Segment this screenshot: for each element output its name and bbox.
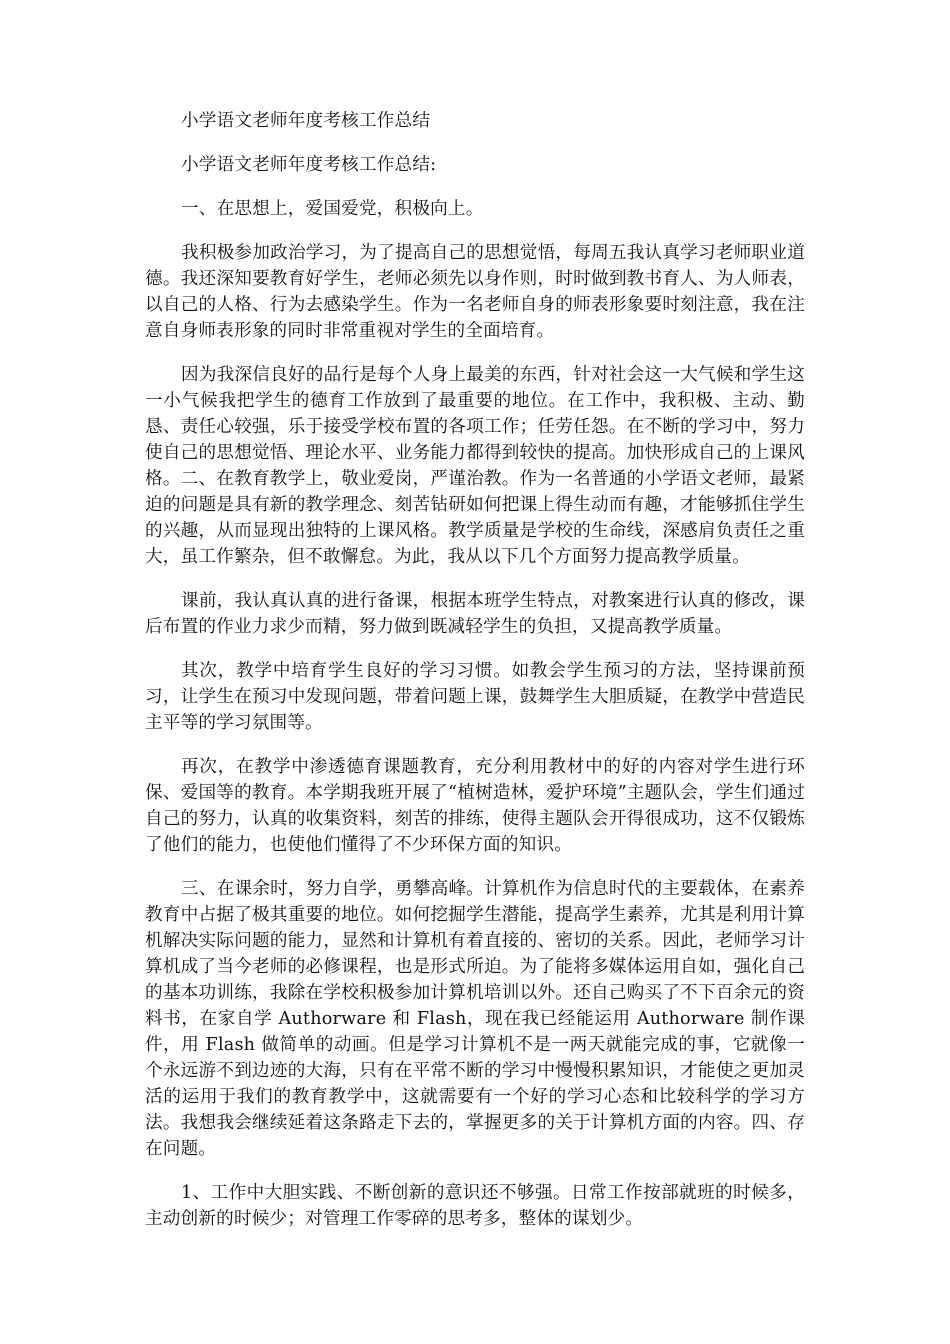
paragraph-study-habits: 其次，教学中培育学生良好的学习习惯。如教会学生预习的方法，坚持课前预习，让学生在预习中发现问题，带着问题上课，鼓舞学生大胆质疑，在教学中营造民主平等的学习氛围等。 bbox=[145, 661, 805, 733]
paragraph-moral-education: 因为我深信良好的品行是每个人身上最美的东西，针对社会这一大气候和学生这一小气候我把学生的德育工作放到了最重要的地位。在工作中，我积极、主动、勤恳、责任心较强，乐于接受学校布置的各项工作；任劳任怨。在不断的学习中，努力使自己的思想觉悟、理论水平、业务能力都得到较快的提高。加快形成自己的上课风格。二、在教育教学上，敬业爱岗，严谨治教。作为一名普通的小学语文老师，最紧迫的问题是具有新的教学理念、刻苦钻研如何把课上得生动而有趣，才能够抓住学生的兴趣，从而显现出独特的上课风格。教学质量是学校的生命线，深感肩负责任之重大，虽工作繁杂，但不敢懈怠。为此，我从以下几个方面努力提高教学质量。 bbox=[145, 365, 805, 567]
paragraph-moral-topics: 再次，在教学中渗透德育课题教育，充分利用教材中的好的内容对学生进行环保、爱国等的教育。本学期我班开展了“植树造林，爱护环境”主题队会，学生们通过自己的努力，认真的收集资料，刻苦的排练，使得主题队会开得很成功，这不仅锻炼了他们的能力，也使他们懂得了不少环保方面的知识。 bbox=[145, 757, 805, 855]
document-page bbox=[145, 108, 805, 1250]
paragraph-political-study: 我积极参加政治学习，为了提高自己的思想觉悟，每周五我认真学习老师职业道德。我还深知要教育好学生，老师必须先以身作则，时时做到教书育人、为人师表，以自己的人格、行为去感染学生。作为一名老师自身的师表形象要时刻注意，我在注意自身师表形象的同时非常重视对学生的全面培育。 bbox=[145, 243, 805, 341]
paragraph-self-study: 三、在课余时，努力自学，勇攀高峰。计算机作为信息时代的主要载体，在素养教育中占据了极其重要的地位。如何挖掘学生潜能，提高学生素养，尤其是利用计算机解决实际问题的能力，显然和计算机有着直接的、密切的关系。因此，老师学习计算机成了当今老师的必修课程，也是形式所迫。为了能将多媒体运用自如，强化自己的基本功训练，我除在学校积极参加计算机培训以外。还自己购买了不下百余元的资料书，在家自学 Authorware 和 Flash，现在我已经能运用 Authorware 制作课件，用 Flash 做简单的动画。但是学习计算机不是一两天就能完成的事，它就像一个永远游不到边迹的大海，只有在平常不断的学习中慢慢积累知识，才能使之更加灵活的运用于我们的教育教学中，这就需要有一个好的学习心态和比较科学的学习方法。我想我会继续延着这条路走下去的，掌握更多的关于计算机方面的内容。四、存在问题。 bbox=[145, 879, 805, 1159]
document-title: 小学语文老师年度考核工作总结 bbox=[181, 111, 431, 131]
paragraph-problems-1: 1、工作中大胆实践、不断创新的意识还不够强。日常工作按部就班的时候多，主动创新的时候少；对管理工作零碎的思考多，整体的谋划少。 bbox=[145, 1183, 805, 1229]
paragraph-lesson-prep: 课前，我认真认真的进行备课，根据本班学生特点，对教案进行认真的修改，课后布置的作业力求少而精，努力做到既减轻学生的负担，又提高教学质量。 bbox=[145, 591, 805, 637]
section-heading-1: 一、在思想上，爱国爱党，积极向上。 bbox=[181, 199, 484, 219]
document-subtitle: 小学语文老师年度考核工作总结: bbox=[181, 155, 437, 175]
